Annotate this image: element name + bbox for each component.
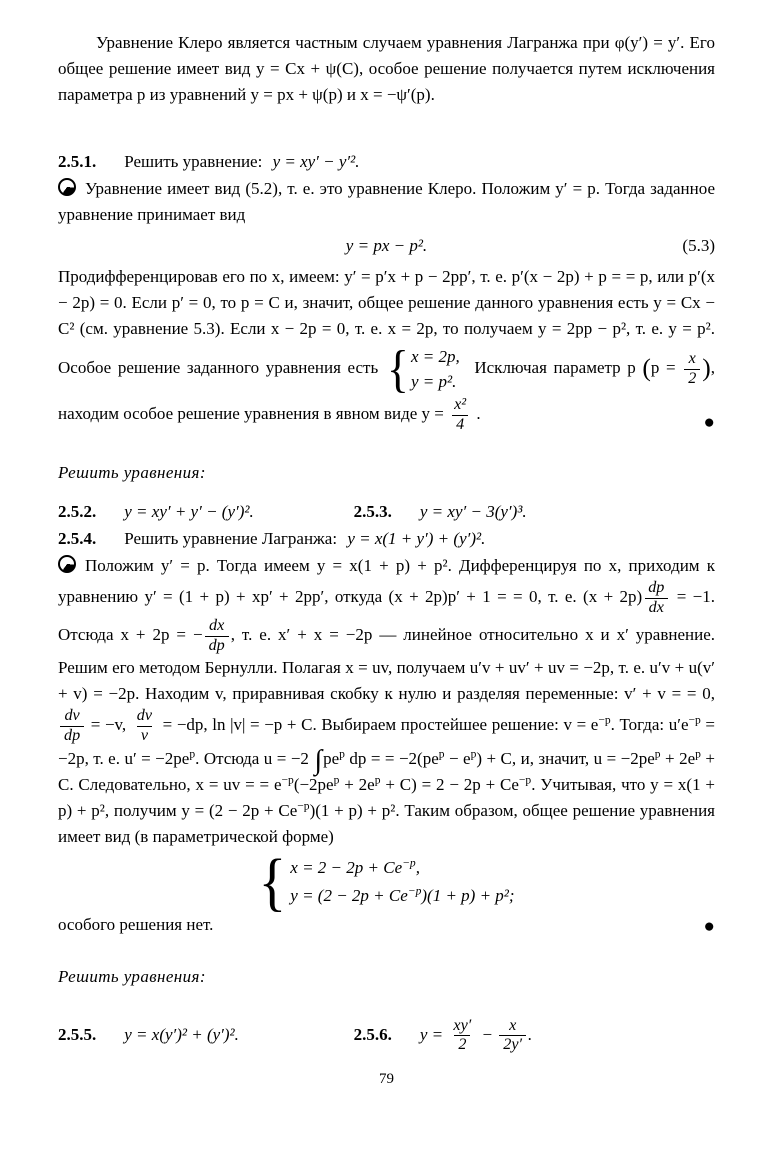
problem-formula: y = xy′ − 3(y′)³. bbox=[419, 502, 527, 522]
problem-formula: y = $\frac{xy'}{2}$ − $\frac{x}{2y'}$ . bbox=[419, 1016, 533, 1054]
system-line-1: x = 2p, bbox=[410, 347, 460, 366]
problem-2-5-1 bbox=[58, 149, 715, 175]
fraction: $\frac{dx}{dp}$ bbox=[205, 617, 229, 655]
spacer bbox=[58, 990, 715, 1016]
problem-number: 2.5.4. bbox=[58, 529, 97, 549]
equation-5-3: y = px − p². bbox=[345, 236, 428, 255]
solution-text: Положим y′ = p. Тогда имеем y = x(1 + p) + p². Дифференцируя по x, приходим к уравнению y′ = (1 + p) + xp′ + 2pp′, откуда (x + 2p)p′ + 1 = = 0, т. е. (x + 2p) $\frac{dp}{dx}$ = −1. Отсюда x + 2p = − $\frac{dx}{dp}$ , т. е. x′ + x = −2p — линейное относительно x и x′ уравнение. Решим его методом Бернулли. Полагая x = uv, получаем u′v + uv′ + uv = −2p, т. е. u′v + u(v′ + v) = −2p. Находим v, приравнивая скобку к нулю и разделяя переменные: v′ + v = = 0, $\frac{dv}{dp}$ = −v, $\frac{dv}{v}$ = −dp, ln |v| = −p + C. Выбираем простейшее решение: $v = e^{-p}$. Тогда: $u'e^{-p} = -2p$, т. е. $u' = -2pe^p$. Отсюда u = −2 $\int pe^p$ dp = = $-2(pe^p - e^p) + C$, и, значит, $u = -2pe^p + 2e^p + C$. Следовательно, x = uv = = $e^{-p}(-2pe^p + 2e^p + C) = 2 - 2p + Ce^{-p}$. Учитывая, что y = x(1 + p) + p², получим $y = (2 - 2p + Ce^{-p})(1 + p) + p^2$. Таким образом, общее решение уравнения имеет вид (в параметрической форме) bbox=[58, 556, 716, 846]
solution-2-5-1-paragraph-1 bbox=[58, 176, 715, 228]
problem-number: 2.5.1. bbox=[58, 152, 97, 171]
problem-formula: y = x(y′)² + (y′)². bbox=[124, 1024, 239, 1044]
problem-formula: y = x(1 + y′) + (y′)². bbox=[347, 529, 486, 549]
solution-2-5-4-paragraph bbox=[58, 553, 715, 849]
problem-number: 2.5.2. bbox=[58, 502, 97, 522]
solution-2-5-4-closing bbox=[58, 912, 715, 938]
system-line-2: y = p². bbox=[410, 372, 457, 391]
page-number: 79 bbox=[379, 1070, 394, 1087]
display-system bbox=[58, 844, 715, 918]
solution-text: Исключая параметр p (p = $\frac{x}{2}$ ), находим особое решение уравнения в явном виде y = $\frac{\text{x²}}{4}$ . bbox=[58, 349, 716, 433]
solution-text: Продифференцировав его по x, имеем: y′ = p′x + p − 2pp′, т. е. p′(x − 2p) + p = = p, или p′(x − 2p) = 0. Если p′ = 0, то p = C и, значит, общее решение данного уравнения есть y = Cx − C² (см. уравнение 5.3). Если x − 2p = 0, т. е. x = 2p, то получаем y = 2pp − p², т. е. y = p². Особое решение заданного уравнения есть bbox=[58, 267, 715, 377]
intro-paragraph: Уравнение Клеро является частным случаем уравнения Лагранжа при φ(y′) = y′. Его общее решение имеет вид y = Cx + ψ(C), особое решение получается путем исключения параметра p из уравнений y = px + ψ(p) и x = −ψ′(p). bbox=[58, 33, 715, 104]
solution-2-5-1-paragraph-2 bbox=[58, 264, 715, 434]
fraction: $\frac{dv}{v}$ bbox=[136, 707, 153, 745]
fraction: $\frac{x}{2y'}$ bbox=[499, 1017, 526, 1055]
fraction: $\frac{dv}{dp}$ bbox=[60, 707, 84, 745]
system-line-1: $x = 2 - 2p + Ce^{-p}$, bbox=[290, 855, 420, 877]
integral-icon: ∫ bbox=[314, 744, 323, 776]
solution-text: особого решения нет. bbox=[58, 914, 214, 934]
system-line-2: $y = (2 - 2p + Ce^{-p})(1 + p) + p^2$; bbox=[290, 883, 515, 905]
solution-end-icon: ● bbox=[703, 412, 715, 434]
spacer bbox=[58, 486, 715, 498]
solution-start-icon bbox=[58, 555, 76, 573]
spacer bbox=[58, 108, 715, 148]
exercises-heading: Решить уравнения: bbox=[58, 463, 206, 483]
problem-number: 2.5.6. bbox=[353, 1024, 392, 1044]
problem-number: 2.5.3. bbox=[353, 502, 392, 522]
problem-number: 2.5.5. bbox=[58, 1024, 97, 1044]
curly-brace-icon: { bbox=[258, 844, 287, 918]
curly-brace-icon: { bbox=[386, 340, 409, 398]
problem-row-252-253 bbox=[58, 499, 715, 525]
fraction: $\frac{dp}{dx}$ bbox=[644, 579, 668, 617]
solution-end-icon: ● bbox=[703, 915, 715, 937]
solution-text: Уравнение имеет вид (5.2), т. е. это уравнение Клеро. Положим y′ = p. Тогда заданное уравнение принимает вид bbox=[58, 179, 715, 224]
spacer bbox=[58, 434, 715, 460]
fraction: $\frac{\text{x²}}{4}$ bbox=[450, 396, 470, 434]
spacer bbox=[58, 938, 715, 964]
exercises-heading: Решить уравнения: bbox=[58, 966, 206, 986]
equation-tag: (5.3) bbox=[682, 236, 715, 255]
problem-statement: Решить уравнение: bbox=[124, 152, 263, 171]
equation-5-3-row bbox=[58, 231, 715, 261]
fraction: $\frac{x}{2}$ bbox=[684, 350, 700, 388]
solution-start-icon bbox=[58, 178, 76, 196]
problem-formula: y = xy′ − y′². bbox=[272, 152, 360, 171]
inline-system bbox=[386, 340, 460, 398]
problem-row-255-256 bbox=[58, 1017, 715, 1055]
fraction: $\frac{xy'}{2}$ bbox=[453, 1016, 472, 1054]
problem-statement: Решить уравнение Лагранжа: bbox=[124, 529, 338, 549]
problem-2-5-4 bbox=[58, 526, 715, 552]
problem-formula: y = xy′ + y′ − (y′)². bbox=[124, 502, 254, 522]
